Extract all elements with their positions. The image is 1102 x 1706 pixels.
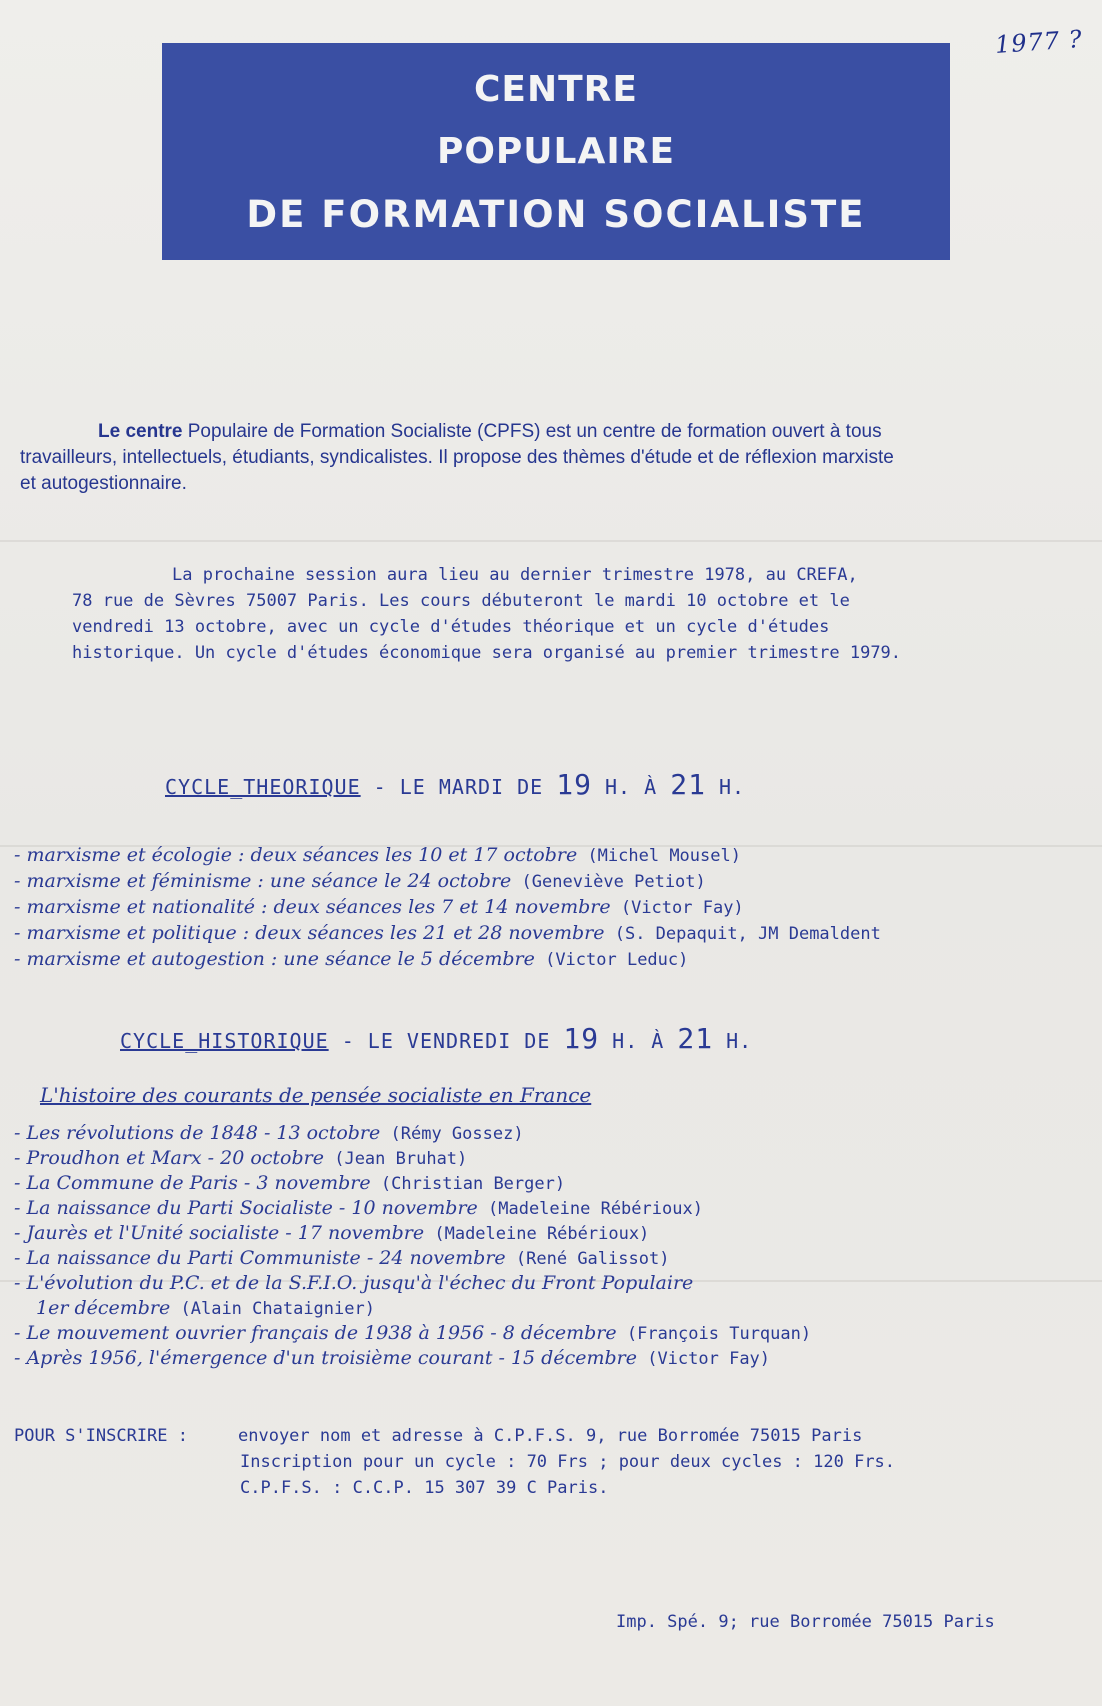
list-item	[14, 921, 881, 947]
item-topic: - La naissance du Parti Socialiste - 10 novembre	[14, 1197, 478, 1219]
heading-hour: 19	[556, 768, 592, 801]
list-item	[14, 1346, 770, 1372]
intro-line: et autogestionnaire.	[20, 473, 187, 494]
heading-text: H. À	[599, 1029, 678, 1053]
item-speaker: (Christian Berger)	[370, 1174, 566, 1194]
list-item	[14, 1121, 524, 1147]
item-topic: - marxisme et autogestion : une séance le 5 décembre	[14, 948, 535, 970]
printer-footer: Imp. Spé. 9; rue Borromée 75015 Paris	[616, 1612, 995, 1632]
cycle-theorique-heading	[165, 768, 745, 801]
item-topic: - Le mouvement ouvrier français de 1938 à 1956 - 8 décembre	[14, 1322, 617, 1344]
list-item	[14, 895, 744, 921]
item-speaker: (Alain Chataignier)	[170, 1299, 375, 1319]
item-topic: - Jaurès et l'Unité socialiste - 17 novembre	[14, 1222, 425, 1244]
item-topic: - Les révolutions de 1848 - 13 octobre	[14, 1122, 381, 1144]
list-item	[14, 1146, 467, 1172]
session-line: 78 rue de Sèvres 75007 Paris. Les cours débuteront le mardi 10 octobre et le	[72, 591, 850, 611]
session-line: historique. Un cycle d'études économique sera organisé au premier trimestre 1979.	[72, 643, 902, 663]
heading-text: H.	[713, 1029, 753, 1053]
banner-line-2: POPULAIRE	[436, 131, 676, 172]
item-speaker: (Geneviève Petiot)	[511, 872, 706, 892]
list-item	[14, 1196, 703, 1222]
registration-line: Inscription pour un cycle : 70 Frs ; pour deux cycles : 120 Frs.	[240, 1452, 896, 1472]
item-speaker: (René Galissot)	[505, 1249, 670, 1269]
list-item	[14, 947, 688, 973]
item-topic: 1er décembre	[36, 1297, 171, 1319]
heading-text: - LE MARDI DE	[360, 775, 557, 799]
intro-line: travailleurs, intellectuels, étudiants, syndicalistes. Il propose des thèmes d'étude et de réflexion marxiste	[20, 447, 894, 468]
registration-line: envoyer nom et adresse à C.P.F.S. 9, rue Borromée 75015 Paris	[238, 1426, 863, 1446]
list-item	[14, 843, 741, 869]
item-topic: - marxisme et écologie : deux séances les 10 et 17 octobre	[14, 844, 578, 866]
cycle-historique-subheading: L'histoire des courants de pensée socialiste en France	[40, 1083, 592, 1107]
cycle-historique-title: CYCLE_HISTORIQUE	[120, 1029, 329, 1053]
heading-text: H. À	[591, 775, 671, 799]
list-item	[14, 1271, 693, 1297]
list-item	[14, 1221, 649, 1247]
registration-label: POUR S'INSCRIRE :	[14, 1426, 188, 1446]
item-topic: - Proudhon et Marx - 20 octobre	[14, 1147, 324, 1169]
list-item	[14, 869, 706, 895]
item-topic: - Après 1956, l'émergence d'un troisième courant - 15 décembre	[14, 1347, 637, 1369]
item-topic: - marxisme et politique : deux séances les 21 et 28 novembre	[14, 922, 605, 944]
session-line: La prochaine session aura lieu au dernier trimestre 1978, au CREFA,	[172, 565, 858, 585]
cycle-historique-heading	[120, 1022, 752, 1055]
item-speaker: (S. Depaquit, JM Demaldent	[604, 924, 881, 944]
list-item	[14, 1171, 565, 1197]
heading-text: H.	[705, 775, 746, 799]
session-line: vendredi 13 octobre, avec un cycle d'études théorique et un cycle d'études	[72, 617, 830, 637]
title-banner	[162, 43, 950, 260]
item-speaker: (François Turquan)	[616, 1324, 812, 1344]
paper-fold-line	[0, 540, 1102, 542]
item-speaker: (Victor Fay)	[610, 898, 744, 918]
registration-line: C.P.F.S. : C.C.P. 15 307 39 C Paris.	[240, 1478, 609, 1498]
item-speaker: (Jean Bruhat)	[323, 1149, 468, 1169]
intro-line-text: Populaire de Formation Socialiste (CPFS) est un centre de formation ouvert à tous	[182, 421, 882, 442]
list-item	[36, 1296, 375, 1322]
handwritten-year-note: 1977 ?	[994, 24, 1084, 60]
heading-hour: 21	[670, 768, 706, 801]
intro-bold-start: Le centre	[98, 421, 183, 442]
banner-line-1: CENTRE	[473, 69, 638, 110]
item-topic: - marxisme et nationalité : deux séances les 7 et 14 novembre	[14, 896, 611, 918]
item-speaker: (Victor Leduc)	[534, 950, 689, 970]
item-speaker: (Rémy Gossez)	[380, 1124, 524, 1144]
item-speaker: (Madeleine Rébérioux)	[477, 1199, 703, 1219]
heading-hour: 19	[563, 1022, 600, 1055]
intro-line	[98, 419, 882, 445]
heading-hour: 21	[677, 1022, 714, 1055]
item-topic: - L'évolution du P.C. et de la S.F.I.O. jusqu'à l'échec du Front Populaire	[14, 1272, 694, 1294]
list-item	[14, 1246, 669, 1272]
heading-text: - LE VENDREDI DE	[328, 1029, 564, 1053]
cycle-theorique-title: CYCLE_THEORIQUE	[165, 775, 361, 799]
item-speaker: (Victor Fay)	[636, 1349, 771, 1369]
item-speaker: (Michel Mousel)	[577, 846, 741, 866]
item-topic: - La Commune de Paris - 3 novembre	[14, 1172, 371, 1194]
item-topic: - marxisme et féminisme : une séance le 24 octobre	[14, 870, 512, 892]
list-item	[14, 1321, 811, 1347]
item-speaker: (Madeleine Rébérioux)	[424, 1224, 650, 1244]
banner-line-3: DE FORMATION SOCIALISTE	[246, 193, 866, 236]
item-topic: - La naissance du Parti Communiste - 24 novembre	[14, 1247, 506, 1269]
